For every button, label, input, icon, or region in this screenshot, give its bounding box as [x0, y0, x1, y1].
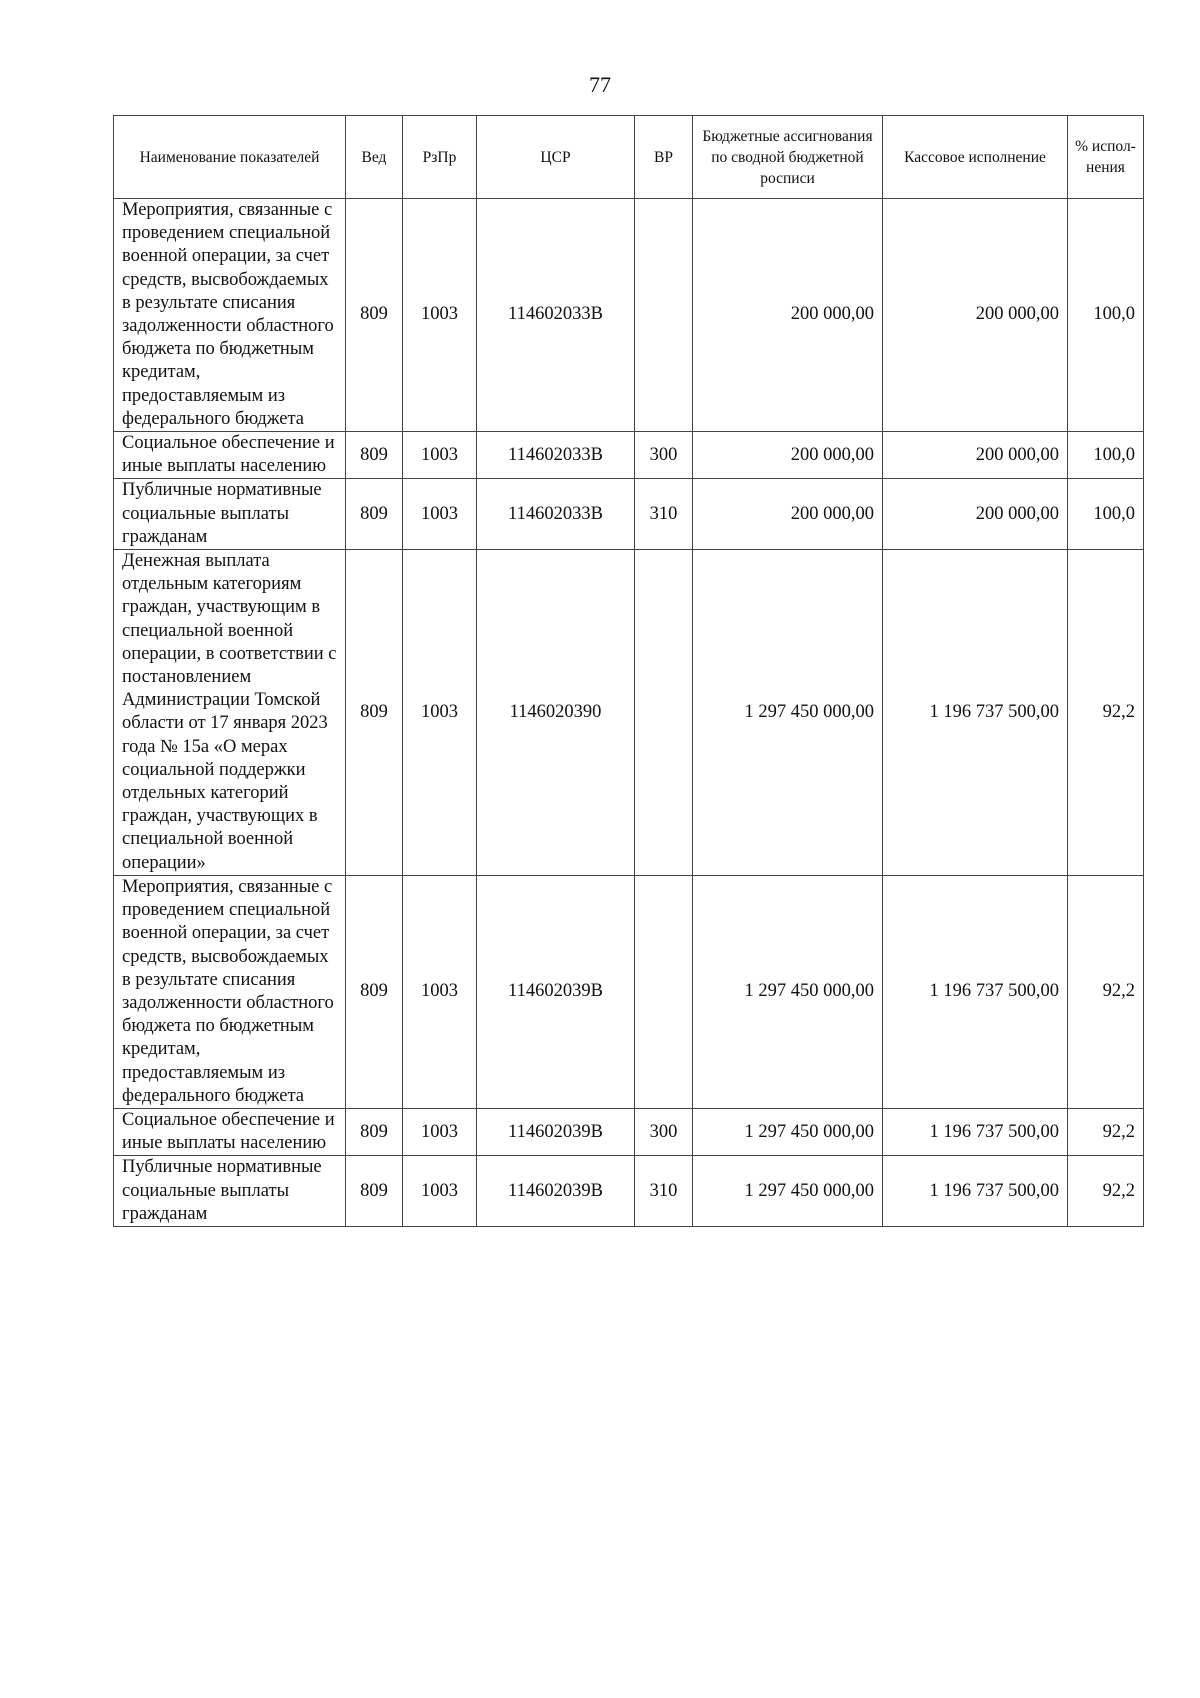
cell-rzpr: 1003 — [403, 1156, 477, 1227]
cell-csr: 114602039В — [477, 1156, 635, 1227]
header-execution-percent: % испол-нения — [1068, 116, 1144, 199]
cell-name: Мероприятия, связанные с проведением специальной военной операции, за счет средств, высвобождаемых в результате списания задолженности областного бюджета по бюджетным кредитам, предоставляемым из федерального бюджета — [114, 875, 346, 1108]
cell-rzpr: 1003 — [403, 432, 477, 479]
cell-assignments: 200 000,00 — [693, 432, 883, 479]
page-number: 77 — [589, 72, 611, 97]
cell-ved: 809 — [346, 875, 403, 1108]
cell-csr: 114602033В — [477, 432, 635, 479]
cell-vr — [635, 875, 693, 1108]
cell-ved: 809 — [346, 432, 403, 479]
cell-csr: 1146020390 — [477, 550, 635, 876]
cell-assignments: 1 297 450 000,00 — [693, 550, 883, 876]
cell-execution-percent: 92,2 — [1068, 875, 1144, 1108]
cell-name: Публичные нормативные социальные выплаты гражданам — [114, 479, 346, 550]
table-row — [114, 1156, 1144, 1227]
header-assignments: Бюджетные ассигнования по сводной бюджетной росписи — [693, 116, 883, 199]
cell-cash-execution: 1 196 737 500,00 — [883, 550, 1068, 876]
header-ved: Вед — [346, 116, 403, 199]
cell-vr — [635, 550, 693, 876]
cell-execution-percent: 100,0 — [1068, 199, 1144, 432]
cell-name: Денежная выплата отдельным категориям граждан, участвующим в специальной военной операции, в соответствии с постановлением Администрации Томской области от 17 января 2023 года № 15а «О мерах социальной поддержки отдельных категорий граждан, участвующих в специальной военной операции» — [114, 550, 346, 876]
cell-cash-execution: 1 196 737 500,00 — [883, 1156, 1068, 1227]
cell-assignments: 200 000,00 — [693, 479, 883, 550]
cell-execution-percent: 100,0 — [1068, 479, 1144, 550]
table-row — [114, 199, 1144, 432]
cell-name: Социальное обеспечение и иные выплаты населению — [114, 432, 346, 479]
cell-execution-percent: 92,2 — [1068, 550, 1144, 876]
table-row — [114, 550, 1144, 876]
budget-execution-table — [113, 115, 1144, 1227]
cell-execution-percent: 92,2 — [1068, 1156, 1144, 1227]
cell-csr: 114602033В — [477, 199, 635, 432]
cell-vr: 300 — [635, 1108, 693, 1155]
cell-csr: 114602039В — [477, 1108, 635, 1155]
cell-cash-execution: 200 000,00 — [883, 479, 1068, 550]
cell-rzpr: 1003 — [403, 1108, 477, 1155]
cell-rzpr: 1003 — [403, 479, 477, 550]
header-cash-execution: Кассовое исполнение — [883, 116, 1068, 199]
cell-execution-percent: 92,2 — [1068, 1108, 1144, 1155]
cell-ved: 809 — [346, 1108, 403, 1155]
cell-cash-execution: 1 196 737 500,00 — [883, 1108, 1068, 1155]
table-row — [114, 875, 1144, 1108]
cell-name: Публичные нормативные социальные выплаты гражданам — [114, 1156, 346, 1227]
cell-csr: 114602033В — [477, 479, 635, 550]
cell-ved: 809 — [346, 199, 403, 432]
header-csr: ЦСР — [477, 116, 635, 199]
cell-cash-execution: 200 000,00 — [883, 199, 1068, 432]
cell-rzpr: 1003 — [403, 199, 477, 432]
cell-name: Мероприятия, связанные с проведением специальной военной операции, за счет средств, высвобождаемых в результате списания задолженности областного бюджета по бюджетным кредитам, предоставляемым из федерального бюджета — [114, 199, 346, 432]
header-vr: ВР — [635, 116, 693, 199]
cell-ved: 809 — [346, 1156, 403, 1227]
cell-assignments: 1 297 450 000,00 — [693, 1156, 883, 1227]
cell-vr: 300 — [635, 432, 693, 479]
header-name: Наименование показателей — [114, 116, 346, 199]
cell-rzpr: 1003 — [403, 550, 477, 876]
cell-execution-percent: 100,0 — [1068, 432, 1144, 479]
cell-assignments: 1 297 450 000,00 — [693, 1108, 883, 1155]
header-row — [114, 116, 1144, 199]
table-row — [114, 479, 1144, 550]
table-header — [114, 116, 1144, 199]
table-row — [114, 1108, 1144, 1155]
cell-csr: 114602039В — [477, 875, 635, 1108]
cell-assignments: 200 000,00 — [693, 199, 883, 432]
cell-name: Социальное обеспечение и иные выплаты населению — [114, 1108, 346, 1155]
cell-vr — [635, 199, 693, 432]
table-row — [114, 432, 1144, 479]
cell-cash-execution: 200 000,00 — [883, 432, 1068, 479]
cell-cash-execution: 1 196 737 500,00 — [883, 875, 1068, 1108]
cell-vr: 310 — [635, 479, 693, 550]
cell-ved: 809 — [346, 550, 403, 876]
cell-assignments: 1 297 450 000,00 — [693, 875, 883, 1108]
table-body — [114, 199, 1144, 1227]
header-rzpr: РзПр — [403, 116, 477, 199]
cell-vr: 310 — [635, 1156, 693, 1227]
cell-rzpr: 1003 — [403, 875, 477, 1108]
cell-ved: 809 — [346, 479, 403, 550]
